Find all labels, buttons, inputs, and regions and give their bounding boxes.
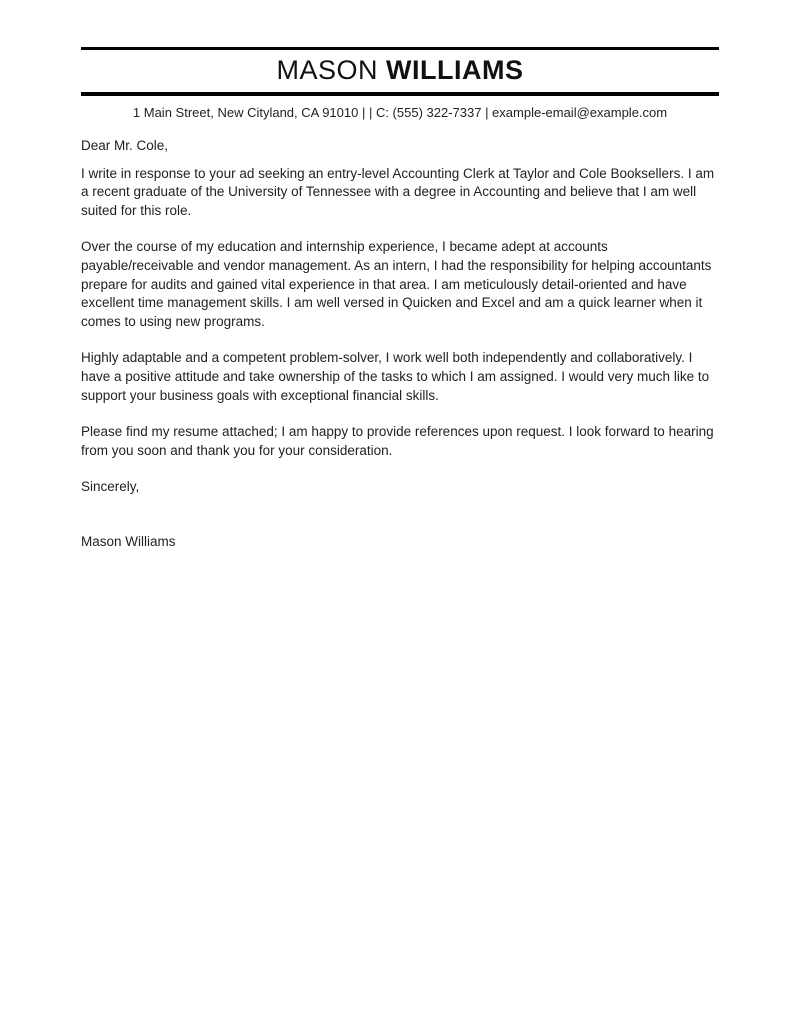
applicant-first-name: MASON [276, 55, 378, 85]
paragraph-skills: Highly adaptable and a competent problem-solver, I work well both independently and collaboratively. I have a positive attitude and take ownership of the tasks to which I am assigned. I would very much like to support your business goals with exceptional financial skills. [81, 350, 710, 403]
contact-info: 1 Main Street, New Cityland, CA 91010 | | C: (555) 322-7337 | example-email@example.com [132, 105, 668, 120]
paragraph-closing-request: Please find my resume attached; I am happy to provide references upon request. I look forward to hearing from you soon and thank you for your consideration. [81, 424, 714, 458]
letterhead [81, 47, 719, 96]
signature-name: Mason Williams [81, 533, 176, 549]
salutation: Dear Mr. Cole, [81, 138, 169, 153]
applicant-last-name: WILLIAMS [386, 55, 524, 85]
letter-body [81, 137, 719, 552]
paragraph-intro: I write in response to your ad seeking an entry-level Accounting Clerk at Taylor and Cole Booksellers. I am a recent graduate of the University of Tennessee with a degree in Accounting and believe that I am well suited for this role. [81, 165, 715, 218]
letter-content [81, 47, 719, 552]
applicant-name [81, 55, 719, 86]
paragraph-experience: Over the course of my education and internship experience, I became adept at accounts payable/receivable and vendor management. As an intern, I had the responsibility for helping accountants prepare for audits and gained vital experience in that area. I am meticulously detail-oriented and have excellent time management skills. I am well versed in Quicken and Excel and am a quick learner when it comes to using new programs. [81, 239, 712, 329]
closing-salutation: Sincerely, [81, 479, 140, 495]
